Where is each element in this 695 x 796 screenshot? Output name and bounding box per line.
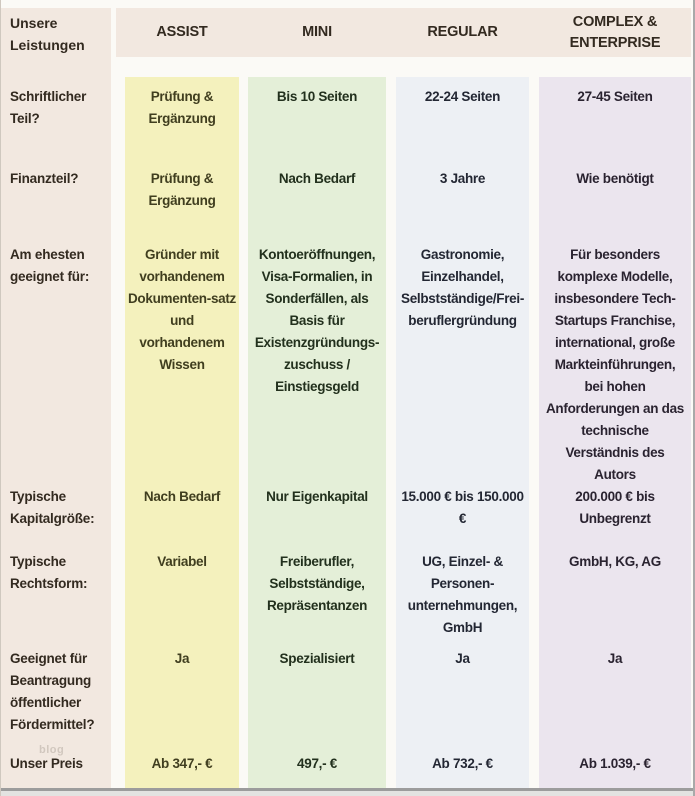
mini-kapitalgroesse: Nur Eigenkapital	[266, 489, 368, 504]
regular-kapitalgroesse: 15.000 € bis 150.000 €	[401, 489, 524, 526]
regular-preis: Ab 732,- €	[432, 756, 493, 771]
mini-geeignet-fuer: Kontoeröffnungen, Visa-Formalien, in Sonderfällen, als Basis für Existenzgründungs-zuschuss / Einstiegsgeld	[254, 247, 380, 394]
column-header-assist: ASSIST	[156, 24, 208, 40]
complex-schriftlicher-teil: 27-45 Seiten	[577, 89, 653, 104]
complex-kapitalgroesse: 200.000 € bis Unbegrenzt	[575, 489, 655, 526]
assist-rechtsform: Variabel	[157, 554, 207, 569]
assist-geeignet-fuer: Gründer mit vorhandenem Dokumenten-satz und vorhandenem Wissen	[127, 247, 236, 372]
regular-rechtsform: UG, Einzel- & Personen-unternehmungen, GmbH	[407, 554, 518, 635]
regular-finanzteil: 3 Jahre	[439, 171, 486, 186]
column-complex-enterprise	[539, 77, 691, 788]
mini-rechtsform: Freiberufler, Selbstständige, Repräsentanzen	[266, 554, 368, 613]
column-assist	[125, 77, 239, 788]
complex-foerdermittel: Ja	[607, 651, 623, 666]
row-label-kapitalgroesse: Typische Kapitalgröße:	[10, 489, 95, 526]
complex-preis: Ab 1.039,- €	[579, 756, 651, 771]
regular-schriftlicher-teil: 22-24 Seiten	[424, 89, 501, 104]
table-title: Unsere Leistungen	[10, 15, 85, 53]
row-label-geeignet-fuer: Am ehesten geeignet für:	[10, 247, 90, 284]
mini-foerdermittel: Spezialisiert	[279, 651, 355, 666]
column-regular	[396, 77, 529, 788]
bottom-margin	[1, 791, 693, 796]
row-label-finanzteil: Finanzteil?	[10, 171, 79, 186]
assist-finanzteil: Prüfung & Ergänzung	[148, 171, 216, 208]
row-label-rechtsform: Typische Rechtsform:	[10, 554, 88, 591]
column-header-complex: COMPLEX & ENTERPRISE	[569, 13, 661, 51]
row-label-foerdermittel: Geeignet für Beantragung öffentlicher Fördermittel?	[10, 651, 95, 732]
complex-rechtsform: GmbH, KG, AG	[569, 554, 661, 569]
assist-foerdermittel: Ja	[174, 651, 190, 666]
complex-finanzteil: Wie benötigt	[576, 171, 654, 186]
watermark: blog	[39, 744, 65, 756]
assist-preis: Ab 347,- €	[151, 756, 213, 771]
row-label-schriftlicher-teil: Schriftlicher Teil?	[10, 89, 87, 126]
assist-schriftlicher-teil: Prüfung & Ergänzung	[148, 89, 216, 126]
bottom-border	[1, 788, 693, 791]
mini-finanzteil: Nach Bedarf	[278, 171, 356, 186]
column-headers	[116, 8, 691, 57]
mini-preis: 497,- €	[297, 756, 337, 771]
column-header-regular: REGULAR	[427, 24, 498, 40]
regular-geeignet-fuer: Gastronomie, Einzelhandel, Selbstständige/Frei-beruflergründung	[400, 247, 525, 328]
row-labels-column	[1, 8, 111, 790]
row-label-preis: Unser Preis	[10, 756, 83, 771]
column-mini	[248, 77, 386, 788]
mini-schriftlicher-teil: Bis 10 Seiten	[276, 89, 358, 104]
assist-kapitalgroesse: Nach Bedarf	[143, 489, 221, 504]
regular-foerdermittel: Ja	[455, 651, 470, 666]
complex-geeignet-fuer: Für besonders komplexe Modelle, insbesondere Tech-Startups Franchise, international, große Markteinführungen, bei hohen Anforderungen an das technische Verständnis des Autors	[545, 247, 684, 482]
column-header-mini: MINI	[302, 24, 332, 40]
